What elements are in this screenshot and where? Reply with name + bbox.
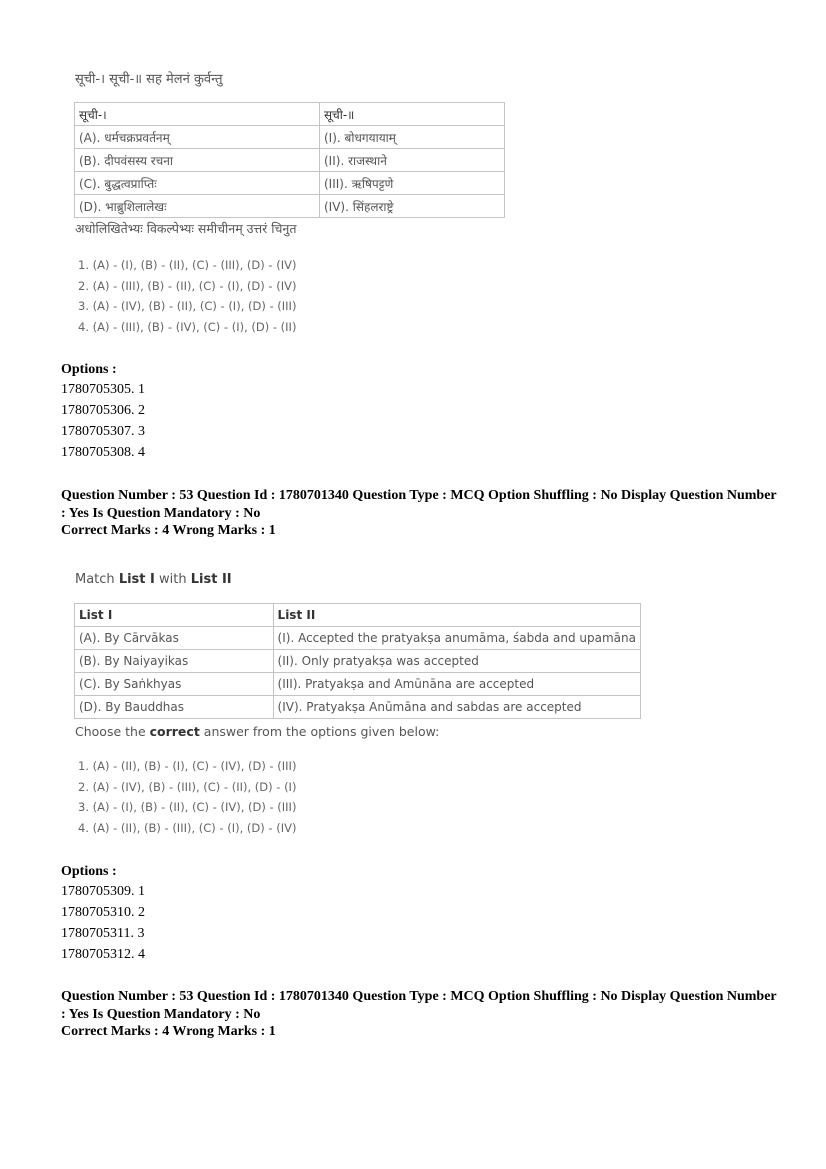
table-row bbox=[75, 126, 505, 149]
options-id-list bbox=[61, 379, 145, 463]
match-table-english bbox=[74, 603, 641, 719]
marks-line: Correct Marks : 4 Wrong Marks : 1 bbox=[61, 523, 276, 538]
table-row bbox=[75, 627, 641, 650]
table-cell: (C). By Saṅkhyas bbox=[75, 673, 274, 696]
option-id: 1780705309. 1 bbox=[61, 884, 145, 899]
title-list1: List I bbox=[118, 572, 155, 587]
answer-choice: 2. (A) - (III), (B) - (II), (C) - (I), (D) - (IV) bbox=[78, 278, 297, 293]
answer-choice: 4. (A) - (II), (B) - (III), (C) - (I), (D) - (IV) bbox=[78, 820, 297, 835]
answer-choice: 1. (A) - (I), (B) - (II), (C) - (III), (D) - (IV) bbox=[78, 258, 297, 272]
table-header: List II bbox=[273, 604, 640, 627]
option-id: 1780705311. 3 bbox=[61, 926, 145, 941]
option-id: 1780705308. 4 bbox=[61, 445, 145, 460]
answer-choice: 1. (A) - (II), (B) - (I), (C) - (IV), (D) - (III) bbox=[78, 759, 297, 773]
answer-choice: 3. (A) - (IV), (B) - (II), (C) - (I), (D) - (III) bbox=[78, 299, 297, 313]
table-cell: (II). राजस्थाने bbox=[320, 149, 505, 172]
table-cell: (IV). Pratyakṣa Anūmāna and sabdas are accepted bbox=[273, 696, 640, 719]
table-header: सूची-। bbox=[75, 103, 320, 126]
option-id: 1780705307. 3 bbox=[61, 424, 145, 439]
question-instruction-english bbox=[75, 724, 439, 739]
options-id-list bbox=[61, 881, 145, 965]
table-header-row bbox=[75, 604, 641, 627]
answer-choice: 2. (A) - (IV), (B) - (III), (C) - (II), (D) - (I) bbox=[78, 779, 297, 794]
title-prefix: Match bbox=[75, 572, 119, 587]
option-id: 1780705306. 2 bbox=[61, 403, 145, 418]
answer-choices-list bbox=[78, 756, 296, 838]
table-row bbox=[75, 673, 641, 696]
table-row bbox=[75, 696, 641, 719]
question-meta-line: : Yes Is Question Mandatory : No bbox=[61, 1006, 261, 1022]
table-cell: (A). धर्मचक्रप्रवर्तनम् bbox=[75, 126, 320, 149]
answer-choice: 3. (A) - (I), (B) - (II), (C) - (IV), (D) - (III) bbox=[78, 800, 297, 814]
question-meta-line: Question Number : 53 Question Id : 1780701340 Question Type : MCQ Option Shuffling : No Display Question Number bbox=[61, 488, 777, 503]
instruction-suffix: answer from the options given below: bbox=[199, 724, 440, 739]
table-header: सूची-॥ bbox=[320, 103, 505, 126]
question-meta bbox=[61, 988, 777, 1041]
question-meta bbox=[61, 487, 777, 540]
title-mid: with bbox=[154, 572, 191, 587]
table-cell: (I). बोधगयायाम् bbox=[320, 126, 505, 149]
table-cell: (C). बुद्धत्वप्राप्तिः bbox=[75, 172, 320, 195]
answer-choices-list bbox=[78, 255, 296, 337]
table-row bbox=[75, 172, 505, 195]
table-cell: (III). Pratyakṣa and Amūnāna are accepted bbox=[273, 673, 640, 696]
table-cell: (B). दीपवंसस्य रचना bbox=[75, 149, 320, 172]
table-cell: (III). ऋषिपट्टणे bbox=[320, 172, 505, 195]
question-title-sanskrit: सूची-। सूची-॥ सह मेलनं कुर्वन्तु bbox=[75, 72, 223, 87]
options-label: Options : bbox=[61, 362, 117, 377]
table-cell: (A). By Cārvākas bbox=[75, 627, 274, 650]
table-cell: (I). Accepted the pratyakṣa anumāma, śabda and upamāna bbox=[273, 627, 640, 650]
table-cell: (II). Only pratyakṣa was accepted bbox=[273, 650, 640, 673]
table-cell: (D). भाब्रुशिलालेखः bbox=[75, 195, 320, 218]
question-meta-line: Question Number : 53 Question Id : 1780701340 Question Type : MCQ Option Shuffling : No Display Question Number bbox=[61, 989, 777, 1004]
question-meta-line: : Yes Is Question Mandatory : No bbox=[61, 505, 261, 521]
option-id: 1780705312. 4 bbox=[61, 947, 145, 962]
options-label: Options : bbox=[61, 864, 117, 879]
option-id: 1780705305. 1 bbox=[61, 382, 145, 397]
marks-line: Correct Marks : 4 Wrong Marks : 1 bbox=[61, 1024, 276, 1039]
table-row bbox=[75, 195, 505, 218]
question-title-english bbox=[75, 572, 232, 587]
answer-choice: 4. (A) - (III), (B) - (IV), (C) - (I), (D) - (II) bbox=[78, 319, 297, 334]
match-table-sanskrit bbox=[74, 102, 505, 218]
option-id: 1780705310. 2 bbox=[61, 905, 145, 920]
title-list2: List II bbox=[190, 572, 232, 587]
table-cell: (D). By Bauddhas bbox=[75, 696, 274, 719]
table-header-row bbox=[75, 103, 505, 126]
instruction-bold: correct bbox=[149, 724, 200, 739]
question-instruction-sanskrit: अधोलिखितेभ्यः विकल्पेभ्यः समीचीनम् उत्तरं चिनुत bbox=[75, 221, 297, 236]
table-cell: (IV). सिंहलराष्ट्रे bbox=[320, 195, 505, 218]
table-header: List I bbox=[75, 604, 274, 627]
table-cell: (B). By Naiyayikas bbox=[75, 650, 274, 673]
table-row bbox=[75, 650, 641, 673]
table-row bbox=[75, 149, 505, 172]
instruction-prefix: Choose the bbox=[75, 724, 150, 739]
